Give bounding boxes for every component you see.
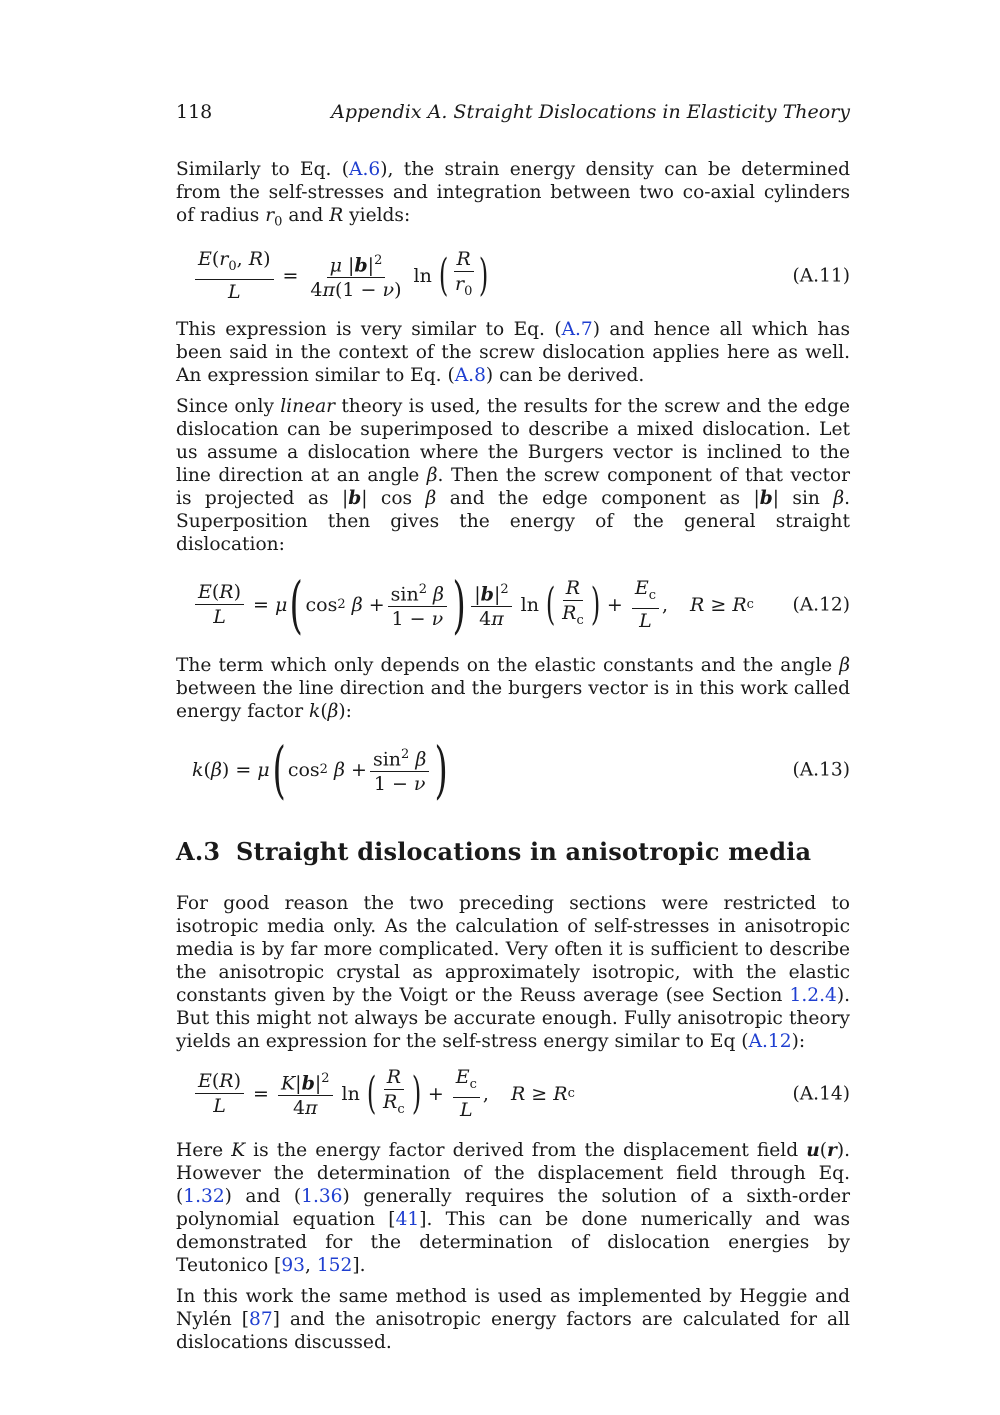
citation-93[interactable]: 93 [281, 1254, 305, 1276]
paragraph-5: For good reason the two preceding sections were restricted to isotropic media only. As the calculation of self-stresses in anisotropic media is by far more complicated. Very often it is sufficient to describe the anisotropic crystal as approximately isotropic, with the elastic constants given by the Voigt or the Reuss average (see Section 1.2.4). But this might not always be accurate enough. Fully anisotropic theory yields an expression for the self-stress energy similar to Eq (A.12): [176, 892, 850, 1052]
equation-number: (A.11) [792, 265, 850, 287]
paragraph-6: Here K is the energy factor derived from the displacement field u(r). However the determination of the displacement field through Eq. (1.32) and (1.36) generally requires the solution of a sixth-order polynomial equation [41]. This can be done numerically and was demonstrated for the determination of dislocation energies by Teutonico [93, 152]. [176, 1139, 850, 1276]
paragraph-2: This expression is very similar to Eq. (A.7) and hence all which has been said in the context of the screw dislocation applies here as well. An expression similar to Eq. (A.8) can be derived. [176, 318, 850, 386]
paragraph-7: In this work the same method is used as implemented by Heggie and Nylén [87] and the anisotropic energy factors are calculated for all dislocations discussed. [176, 1285, 850, 1353]
running-header [176, 98, 850, 126]
page [176, 98, 850, 1354]
citation-41[interactable]: 41 [395, 1208, 420, 1230]
equation-a13: k ( β ) = μ ( cos 2 β + $\frac{\sin^2 \beta}{1 - \nu}$ ) (A.13) [192, 732, 850, 806]
paragraph-1: Similarly to Eq. (A.6), the strain energy density can be determined from the self-stresses and integration between two co-axial cylinders of radius $r_0$ and R yields: [176, 159, 850, 230]
ref-1-36[interactable]: 1.36 [301, 1185, 343, 1207]
ref-1-32[interactable]: 1.32 [183, 1185, 225, 1207]
equation-number: (A.14) [792, 1083, 850, 1105]
page-number: 118 [176, 101, 213, 123]
paragraph-4: The term which only depends on the elastic constants and the angle β between the line direction and the burgers vector is in this work called energy factor k(β): [176, 654, 850, 722]
ref-a6[interactable]: A.6 [349, 159, 381, 180]
citation-87[interactable]: 87 [248, 1308, 273, 1330]
ref-a12[interactable]: A.12 [748, 1030, 792, 1052]
equation-a11: $\frac{E(r_0, R)}{L}$ = $\frac{\mu |b|^2}{4\pi(1 - \nu)}$ ln ( $\frac{R}{r_0}$ ) (A.11) [176, 240, 850, 312]
ref-a8[interactable]: A.8 [454, 364, 486, 386]
equation-a12: $\frac{E(R)}{L}$ = μ ( cos 2 β + $\frac{\sin^2 \beta}{1 - \nu}$ ) $\frac{|b|^2}{4\pi}$ ln ( $\frac{R}{R_c}$ ) + $\frac{E_c}{L}$ , R ≥ R c (A.12) [176, 562, 850, 648]
section-heading: A.3 Straight dislocations in anisotropic media [176, 836, 812, 866]
equation-number: (A.12) [792, 594, 850, 616]
paragraph-3: Since only linear theory is used, the results for the screw and the edge dislocation can be superimposed to describe a mixed dislocation. Let us assume a dislocation where the Burgers vector is inclined to the line direction at an angle β. Then the screw component of that vector is projected as |b| cos β and the edge component as |b| sin β. Superposition then gives the energy of the general straight dislocation: [176, 395, 850, 555]
ref-a7[interactable]: A.7 [561, 318, 593, 340]
chapter-title: Appendix A. Straight Dislocations in Elasticity Theory [331, 101, 850, 123]
ref-1-2-4[interactable]: 1.2.4 [789, 984, 837, 1006]
equation-number: (A.13) [792, 759, 850, 781]
equation-a14: $\frac{E(R)}{L}$ = $\frac{K|b|^2}{4\pi}$ ln ( $\frac{R}{R_c}$ ) + $\frac{E_c}{L}$ , R ≥ R c (A.14) [176, 1057, 850, 1131]
citation-152[interactable]: 152 [316, 1254, 353, 1276]
